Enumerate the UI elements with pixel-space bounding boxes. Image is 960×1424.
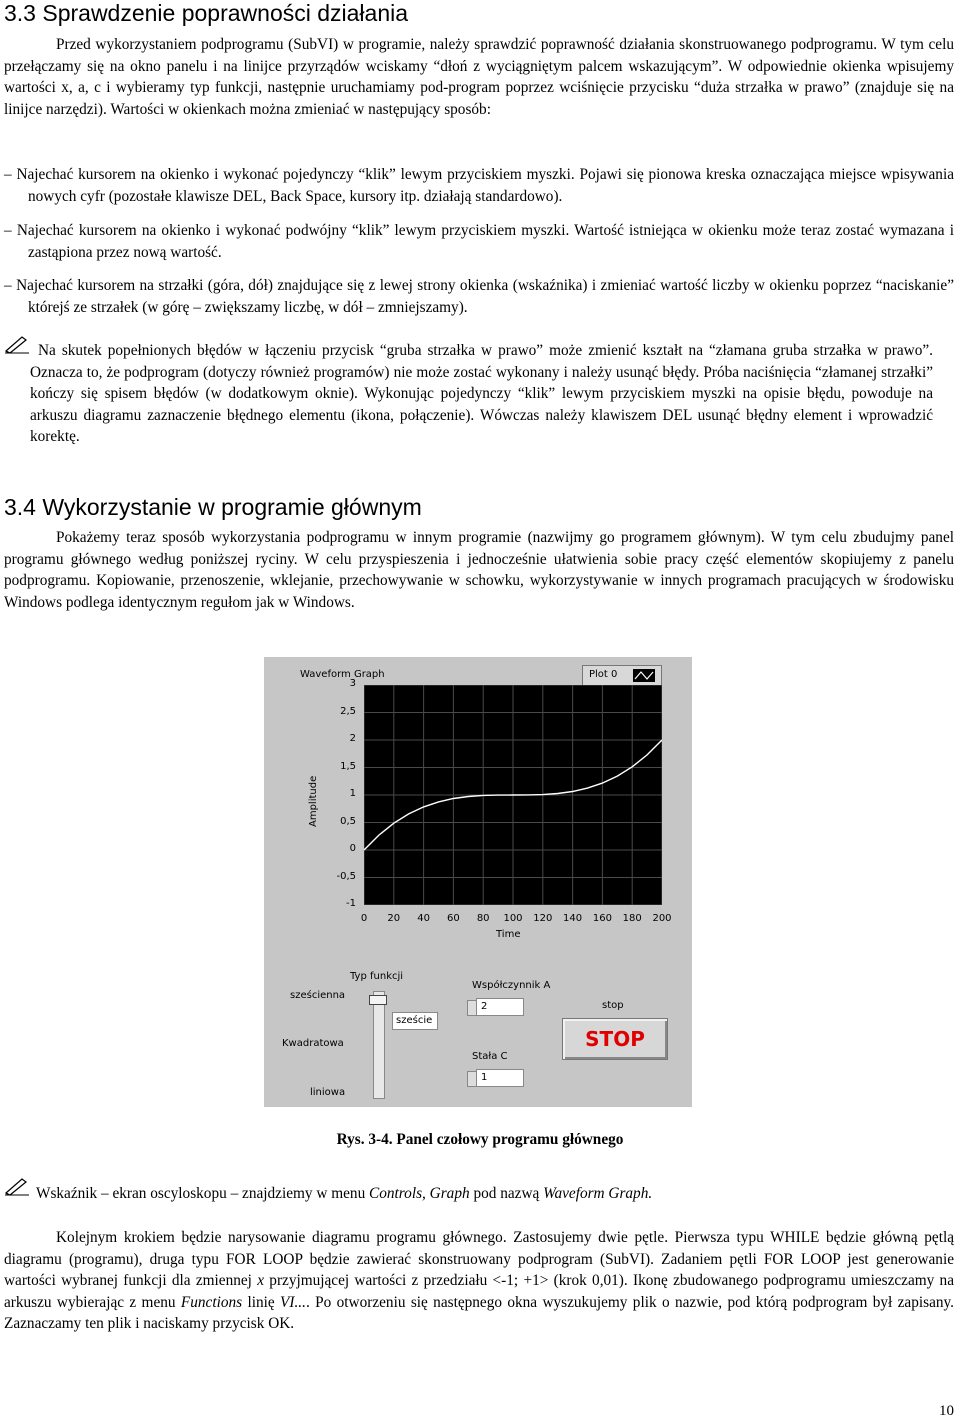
bullet-text: Najechać kursorem na okienko i wykonać podwójny “klik” lewym przyciskiem myszki. Wartość istniejąca w okienku może teraz zostać wymazana i zastąpiona przez nową wartość.: [16, 222, 954, 261]
waveform-plot-area: [364, 685, 662, 905]
x-tick-label: 100: [503, 913, 523, 924]
final-paragraph: [4, 1227, 954, 1335]
stop-button-text: STOP: [585, 1027, 645, 1051]
figure-caption: Rys. 3-4. Panel czołowy programu głównego: [336, 1131, 624, 1148]
x-tick-label: 80: [476, 913, 490, 924]
y-tick-label: 1,5: [340, 760, 356, 772]
x-tick-label: 0: [360, 913, 368, 924]
note-paragraph-1: Na skutek popełnionych błędów w łączeniu przycisk “gruba strzałka w prawo” może zmienić kształt na “złamana gruba strzałka w prawo”. Oznacza to, że podprogram (dotyczy również programów) nie może zostać wykonany i należy usunąć błędy. Próba naciśnięcia “złamanej strzałki” kończy się spisem błędów (w dodatkowym oknie). Wykonując pojedynczy “klik” lewym przyciskiem myszki na opisie błędu, powoduje na arkuszu diagramu zaznaczenie błędnego elementu (ikona, połączenie). Wówczas należy klawiszem DEL usunąć błędny element i wprowadzić korektę.: [30, 342, 933, 446]
function-type-value: szeście: [396, 1015, 433, 1026]
y-tick-label: -0,5: [336, 870, 356, 882]
slide-label-cubic: sześcienna: [290, 990, 346, 1001]
final-text-4: . Po otworzeniu się następnego okna wyszukujemy plik o nazwie, pod którą podprogram był zapisany. Zaznaczamy ten plik i naciskamy przycisk OK.: [4, 1293, 954, 1333]
final-menu-vi: VI...: [280, 1293, 306, 1311]
constant-c-value: 1: [481, 1072, 488, 1083]
pencil-note-icon: [4, 1176, 30, 1196]
y-tick-label: 1: [349, 788, 356, 799]
x-tick-label: 20: [387, 913, 401, 924]
plot-legend-swatch-icon: [633, 669, 655, 682]
stop-label: stop: [602, 1000, 624, 1011]
final-var-x: x: [257, 1272, 265, 1290]
note2-menu-path: Controls, Graph: [369, 1185, 470, 1202]
note2-lead: Wskaźnik – ekran oscyloskopu – znajdziemy w menu: [36, 1185, 370, 1202]
bullet-text: Najechać kursorem na okienko i wykonać pojedynczy “klik” lewym przyciskiem myszki. Pojawi się pionowa kreska oznaczająca miejsce wpisywania nowych cyfr (pozostałe klawisze DEL, Back Space, kursory itp. działają standardowo).: [16, 166, 954, 205]
constant-c-label: Stała C: [472, 1051, 508, 1062]
section-3-3-intro: Przed wykorzystaniem podprogramu (SubVI) w programie, należy sprawdzić poprawność działania skonstruowanego podprogramu. W tym celu przełączamy się na okno panelu i na linijce przyrządów wciskamy “dłoń z wyciągniętym palcem wskazującym”. W odpowiednie okienka wpisujemy wartości x, a, c i wybieramy typ funkcji, następnie uruchamiamy pod-program poprzez wciśnięcie przycisku “duża strzałka w prawo” (znajduje się na linijce narzędzi). Wartości w okienkach można zmieniać w następujący sposób:: [4, 36, 954, 118]
slide-label-linear: liniowa: [310, 1087, 346, 1098]
bullet-marker: –: [4, 277, 12, 294]
x-tick-label: 40: [417, 913, 430, 924]
function-type-value-box[interactable]: [392, 1012, 438, 1030]
coefficient-a-value: 2: [481, 1001, 488, 1012]
final-text-1: Kolejnym krokiem będzie narysowanie diagramu programu głównego. Zastosujemy dwie pętle. Pierwsza typu WHILE będzie główną pętlą diagramu (programu), druga typu FOR LOOP będzie zawierać skonstruowany podprogram (SubVI). Zadaniem pętli FOR LOOP jest generowanie wartości wybranej funkcji dla zmiennej: [4, 1229, 954, 1290]
note2-control-name: Waveform Graph.: [543, 1185, 653, 1202]
bullet-2: [4, 220, 954, 263]
y-tick-label: 2: [349, 733, 356, 744]
y-tick-label: 0,5: [340, 815, 356, 827]
note-paragraph-2: [36, 1183, 936, 1205]
bullet-marker: –: [4, 166, 12, 183]
bullet-1: [4, 164, 954, 207]
constant-c-input[interactable]: [476, 1069, 524, 1087]
x-tick-label: 160: [592, 913, 612, 924]
bullet-3: [4, 275, 954, 318]
page-number: 10: [939, 1403, 954, 1419]
final-text-2: przyjmującej wartości z przedziału <-1; +1> (krok 0,01). Ikonę zbudowanego podprogramu umieszczamy na arkuszu wybierając z menu: [4, 1272, 954, 1311]
coefficient-a-label: Współczynnik A: [472, 980, 551, 991]
x-tick-label: 60: [447, 913, 460, 924]
labview-front-panel: [264, 657, 692, 1107]
function-type-slide-thumb[interactable]: [369, 995, 387, 1005]
stop-button[interactable]: [562, 1018, 668, 1060]
slide-title: Typ funkcji: [350, 971, 404, 982]
y-axis-label: Amplitude: [308, 775, 319, 827]
y-tick-label: 2,5: [340, 705, 356, 717]
final-text-3: linię: [242, 1293, 281, 1311]
function-type-slide-track[interactable]: [373, 991, 385, 1099]
coefficient-a-spinner-icon[interactable]: [467, 1000, 477, 1016]
graph-title: Waveform Graph: [300, 669, 385, 680]
x-axis-label: Time: [496, 929, 521, 940]
x-tick-label: 120: [533, 913, 553, 924]
final-menu-functions: Functions: [180, 1293, 243, 1311]
section-3-4-intro: Pokażemy teraz sposób wykorzystania podprogramu w innym programie (nazwijmy go programem głównym). W tym celu zbudujmy panel programu głównego według poniższej ryciny. W celu przyspieszenia i jednocześnie ułatwienia sobie pracy część elementów skopiujemy z panelu podprogramu. Kopiowanie, przenoszenie, wklejanie, przechowywanie w schowku, wykorzystywanie w innych programach pracujących w środowisku Windows podlega identycznym regułom jak w Windows.: [4, 529, 954, 611]
section-3-3-heading: 3.3 Sprawdzenie poprawności działania: [4, 0, 409, 26]
y-tick-label: -1: [346, 898, 356, 909]
plot-legend-label: Plot 0: [589, 669, 618, 680]
x-tick-label: 200: [652, 913, 672, 924]
x-tick-label: 140: [563, 913, 583, 924]
pencil-note-icon: [4, 334, 30, 354]
plot-legend[interactable]: [582, 665, 662, 687]
bullet-text: Najechać kursorem na strzałki (góra, dół) znajdujące się z lewej strony okienka (wskaźnika) i zmieniać wartość liczby w okienku poprzez “naciskanie” którejś ze strzałek (w górę – zwiększamy liczbę, w dół – zmniejszamy).: [16, 277, 954, 316]
slide-label-quadratic: Kwadratowa: [282, 1038, 344, 1049]
y-tick-label: 3: [349, 678, 356, 689]
note2-mid: pod nazwą: [469, 1185, 544, 1202]
constant-c-spinner-icon[interactable]: [467, 1071, 477, 1087]
x-tick-label: 180: [622, 913, 642, 924]
y-tick-label: 0: [349, 843, 356, 854]
coefficient-a-input[interactable]: [476, 998, 524, 1016]
section-3-4-heading: 3.4 Wykorzystanie w programie głównym: [4, 494, 422, 520]
bullet-marker: –: [4, 222, 12, 239]
